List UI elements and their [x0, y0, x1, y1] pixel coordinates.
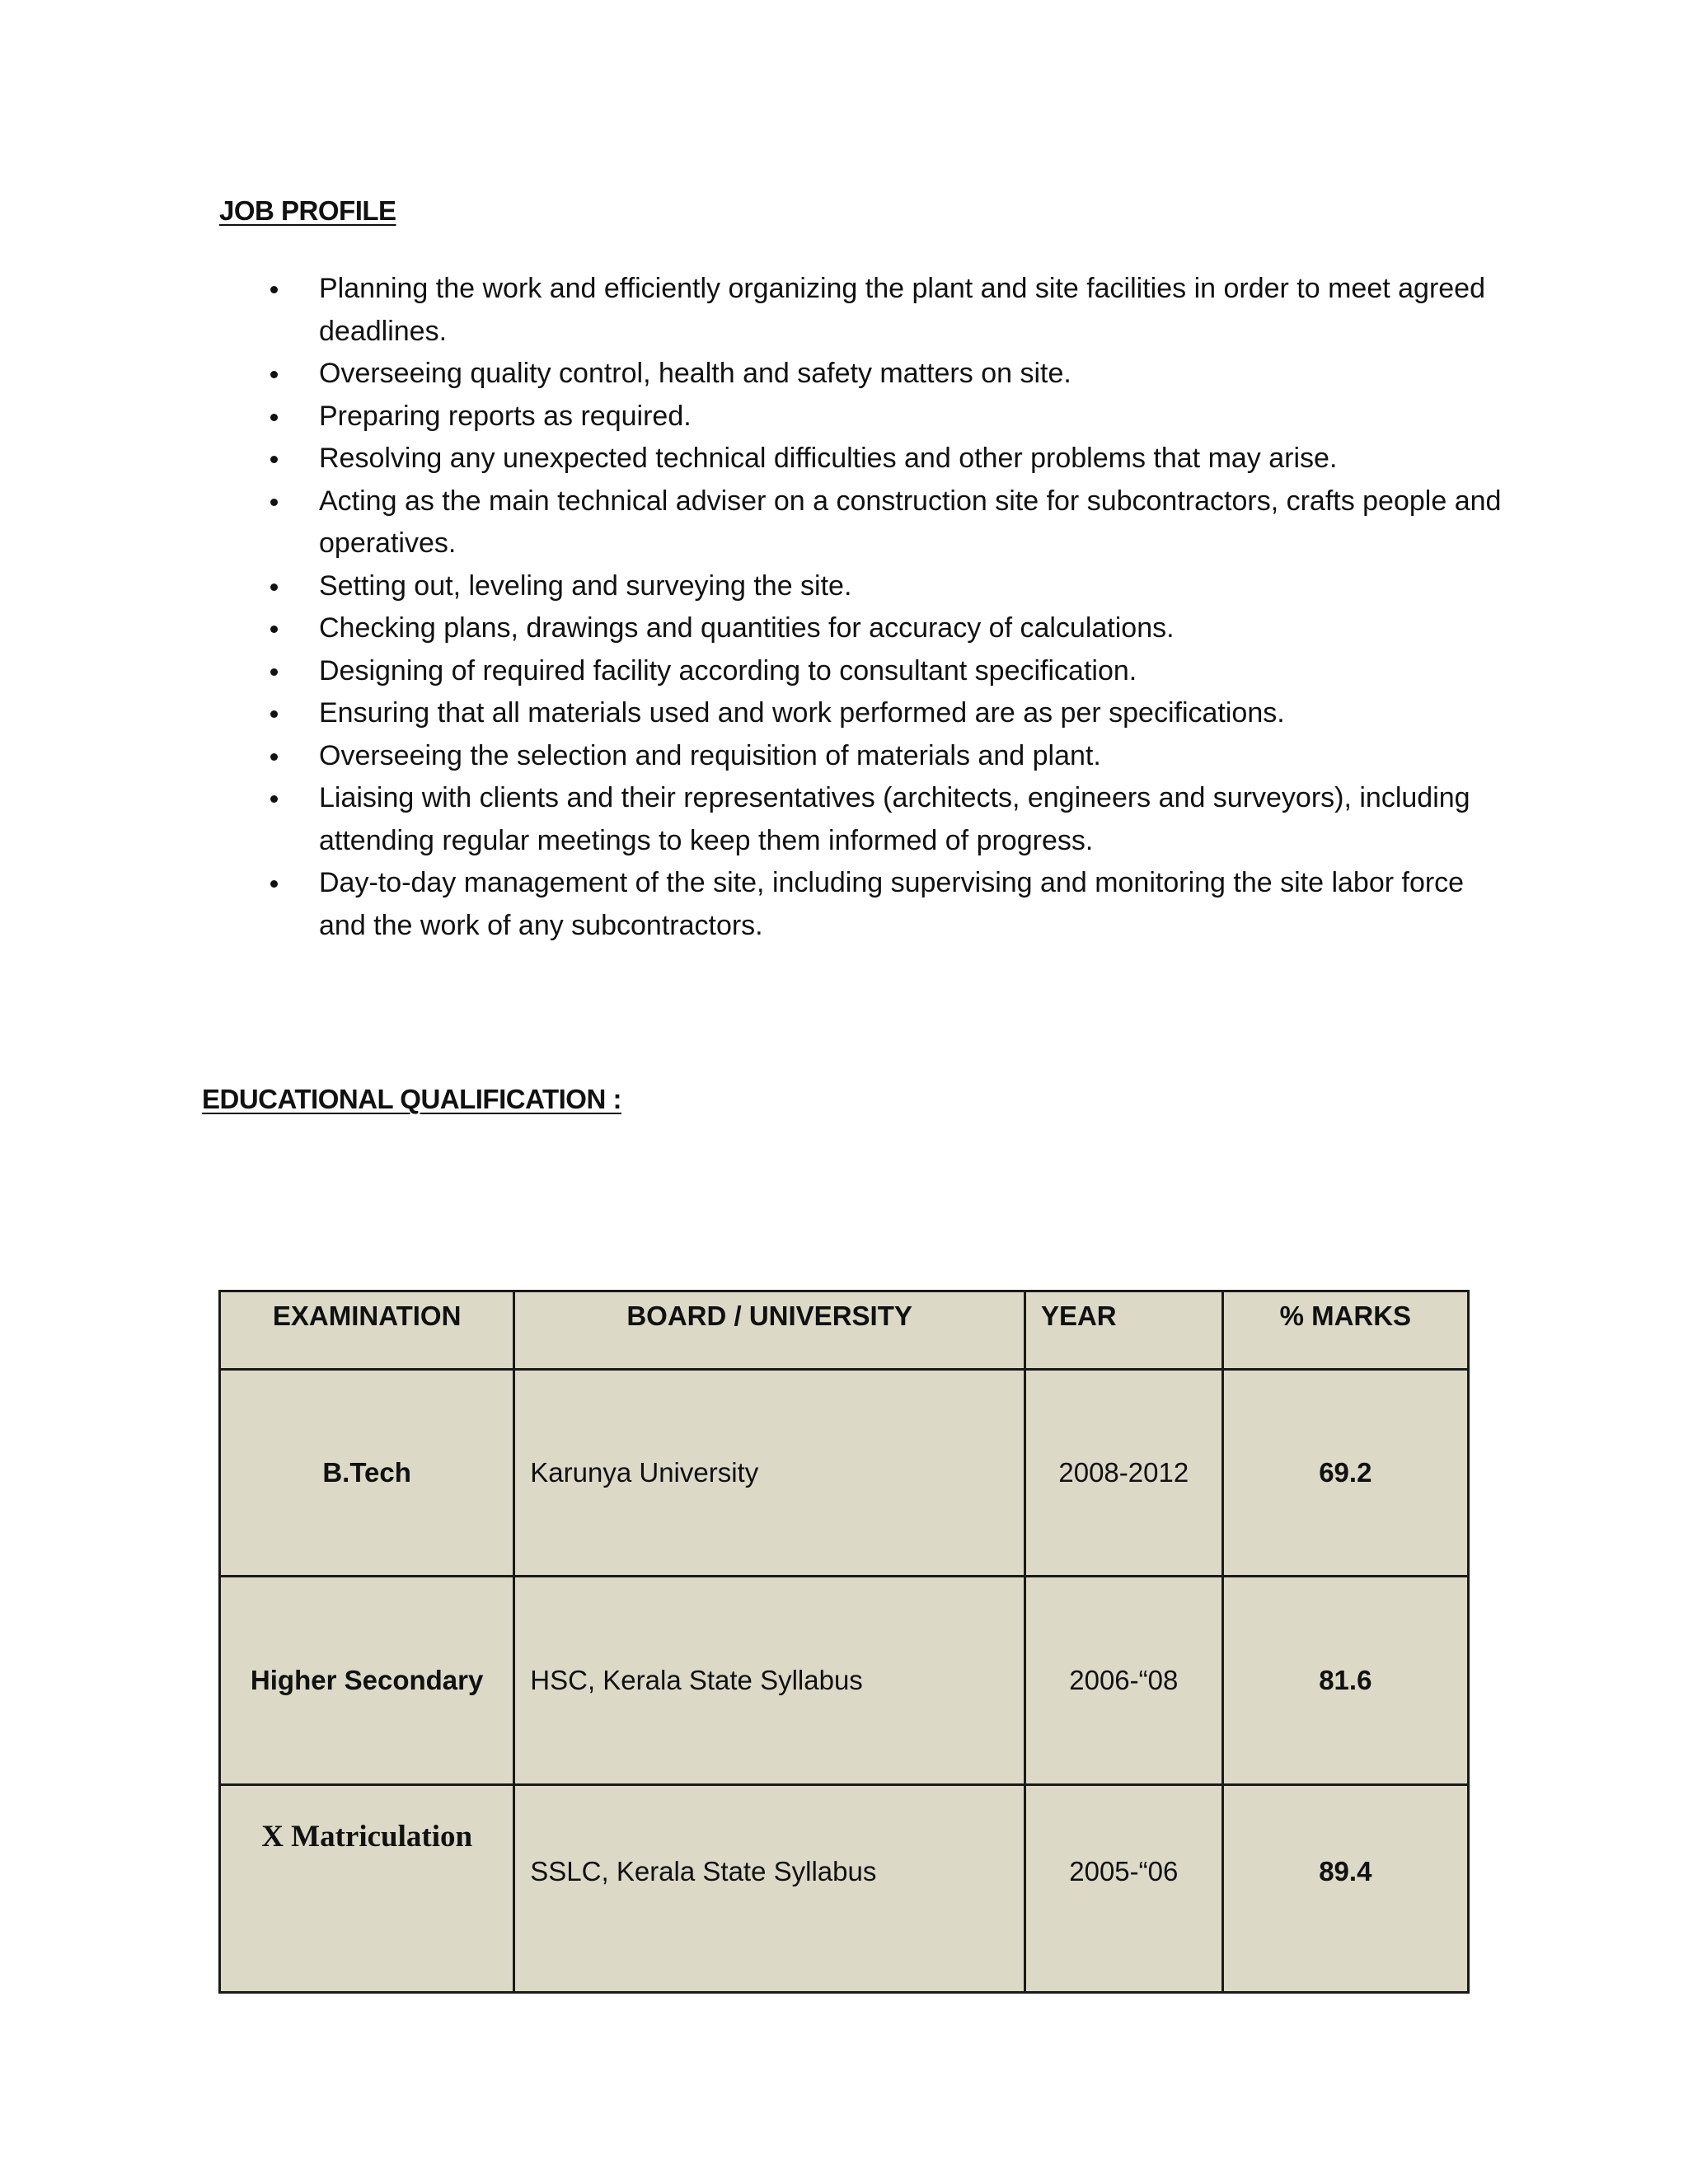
- table-row: [220, 1577, 1469, 1785]
- cell-board: HSC, Kerala State Syllabus: [514, 1577, 1025, 1785]
- cell-marks: 81.6: [1222, 1577, 1468, 1785]
- table-row: [220, 1785, 1469, 1993]
- list-item: Liaising with clients and their representatives (architects, engineers and surveyors), including attending regular meetings to keep them informed of progress.: [270, 777, 1507, 862]
- cell-examination: Higher Secondary: [220, 1577, 514, 1785]
- list-item: Overseeing the selection and requisition of materials and plant.: [270, 735, 1507, 778]
- cell-year: 2005-“06: [1025, 1785, 1222, 1993]
- table-row: [220, 1370, 1469, 1577]
- job-profile-list: [270, 268, 1507, 947]
- cell-marks: 89.4: [1222, 1785, 1468, 1993]
- cell-board: SSLC, Kerala State Syllabus: [514, 1785, 1025, 1993]
- column-header-board: BOARD / UNIVERSITY: [514, 1291, 1025, 1370]
- list-item: Preparing reports as required.: [270, 396, 1507, 438]
- list-item: Setting out, leveling and surveying the site.: [270, 565, 1507, 608]
- cell-marks: 69.2: [1222, 1370, 1468, 1577]
- table-header-row: [220, 1291, 1469, 1370]
- column-header-examination: EXAMINATION: [220, 1291, 514, 1370]
- list-item: Designing of required facility according to consultant specification.: [270, 650, 1507, 693]
- list-item: Planning the work and efficiently organizing the plant and site facilities in order to meet agreed deadlines.: [270, 268, 1507, 353]
- list-item: Day-to-day management of the site, including supervising and monitoring the site labor force and the work of any subcontractors.: [270, 862, 1507, 947]
- list-item: Acting as the main technical adviser on a construction site for subcontractors, crafts people and operatives.: [270, 480, 1507, 565]
- cell-examination: X Matriculation: [220, 1785, 514, 1993]
- list-item: Overseeing quality control, health and safety matters on site.: [270, 353, 1507, 396]
- list-item: Resolving any unexpected technical difficulties and other problems that may arise.: [270, 438, 1507, 480]
- cell-year: 2006-“08: [1025, 1577, 1222, 1785]
- column-header-year: YEAR: [1025, 1291, 1222, 1370]
- list-item: Checking plans, drawings and quantities for accuracy of calculations.: [270, 607, 1507, 650]
- cell-year: 2008-2012: [1025, 1370, 1222, 1577]
- job-profile-heading: JOB PROFILE: [219, 195, 396, 226]
- cell-board: Karunya University: [514, 1370, 1025, 1577]
- column-header-marks: % MARKS: [1222, 1291, 1468, 1370]
- educational-qualification-heading: EDUCATIONAL QUALIFICATION :: [202, 1084, 621, 1114]
- education-table: [218, 1290, 1470, 1994]
- list-item: Ensuring that all materials used and work performed are as per specifications.: [270, 692, 1507, 735]
- cell-examination: B.Tech: [220, 1370, 514, 1577]
